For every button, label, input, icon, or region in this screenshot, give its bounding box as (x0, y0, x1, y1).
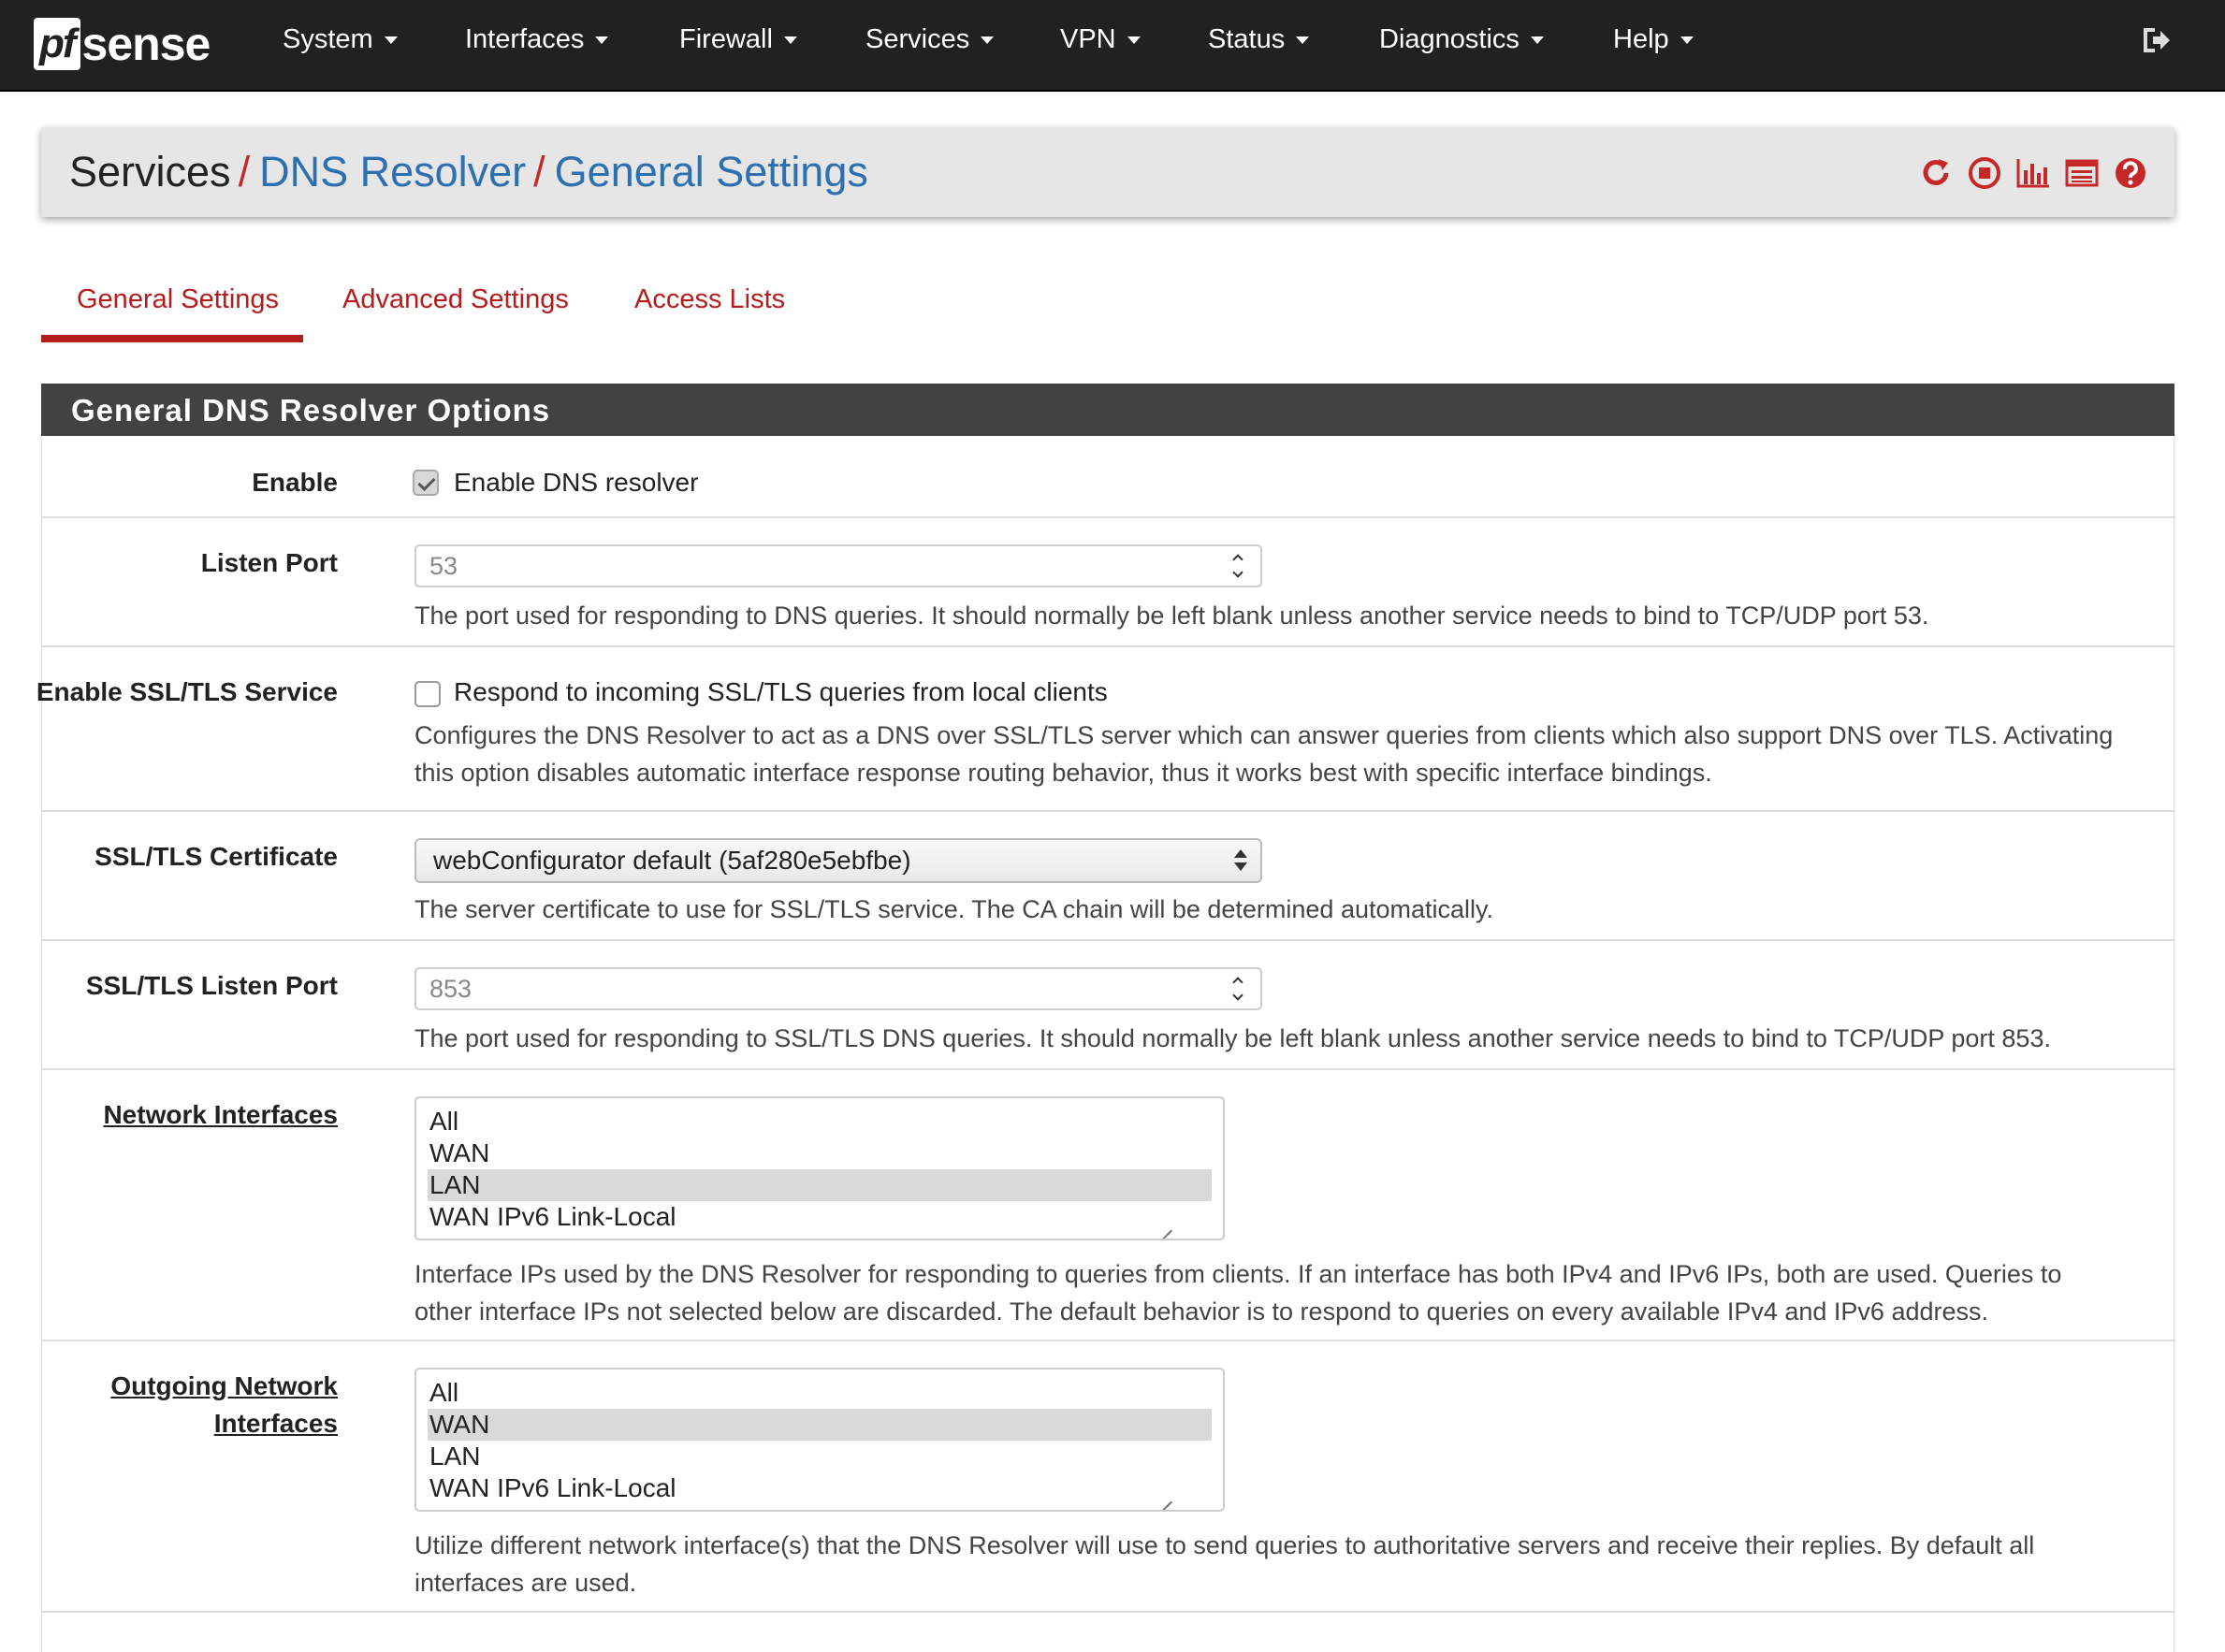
breadcrumb-panel (41, 127, 2174, 217)
nav-menu-system[interactable] (283, 24, 398, 55)
ssl-tls-listen-port-placeholder: 853 (429, 975, 473, 1003)
nav-menu-label: Services (865, 24, 970, 54)
network-interfaces-label[interactable]: Network Interfaces (103, 1100, 338, 1129)
breadcrumb-separator: / (238, 148, 251, 196)
listen-port-label: Listen Port (200, 548, 338, 577)
ssl-tls-listen-port-input[interactable] (414, 967, 1262, 1010)
row-divider (42, 1068, 2175, 1070)
service-actions (1918, 155, 2148, 191)
ssl-tls-certificate-select[interactable] (414, 838, 1262, 883)
nav-menu-services[interactable] (865, 24, 994, 55)
enable-label: Enable (252, 468, 338, 497)
row-divider (42, 1611, 2175, 1613)
nav-menu-interfaces[interactable] (465, 24, 608, 55)
help-icon[interactable] (2113, 155, 2148, 191)
listen-port-placeholder: 53 (429, 552, 458, 580)
number-spinner-icon[interactable] (1232, 975, 1245, 1005)
nav-menu-label: Interfaces (465, 24, 585, 54)
caret-down-icon (1127, 36, 1141, 44)
nav-menu-diagnostics[interactable] (1379, 24, 1544, 55)
caret-down-icon (1296, 36, 1309, 44)
caret-down-icon (1531, 36, 1544, 44)
row-divider (42, 645, 2175, 647)
nav-menu-label: VPN (1060, 24, 1116, 54)
logout-icon[interactable] (2140, 24, 2172, 56)
nav-menu-label: Status (1208, 24, 1286, 54)
breadcrumb-general-settings[interactable]: General Settings (554, 148, 868, 196)
listbox-option-selected[interactable]: WAN (428, 1409, 1212, 1441)
caret-down-icon (1680, 36, 1694, 44)
ssl-tls-service-help-line2: this option disables automatic interface response routing behavior, thus it works best with specific interface bindings. (414, 759, 1712, 787)
pfsense-logo[interactable] (34, 17, 210, 71)
tab-advanced-settings[interactable]: Advanced Settings (342, 284, 569, 314)
row-divider (42, 516, 2175, 518)
nav-menu-label: Help (1613, 24, 1669, 54)
stop-service-icon[interactable] (1967, 155, 2002, 191)
nav-menu-label: System (283, 24, 373, 54)
network-interfaces-help-line1: Interface IPs used by the DNS Resolver for responding to queries from clients. If an interface has both IPv4 and IPv6 IPs, both are used. Queries to (414, 1260, 2062, 1288)
ssl-tls-service-checkbox-label: Respond to incoming SSL/TLS queries from local clients (454, 677, 1108, 706)
number-spinner-icon[interactable] (1232, 552, 1245, 582)
listen-port-help: The port used for responding to DNS queries. It should normally be left blank unless another service needs to bind to TCP/UDP port 53. (414, 601, 1929, 630)
row-divider (42, 1340, 2175, 1341)
nav-menu-status[interactable] (1208, 24, 1309, 55)
row-divider (42, 810, 2175, 812)
listbox-option-selected[interactable]: LAN (428, 1169, 1212, 1201)
log-list-icon[interactable] (2064, 155, 2100, 191)
status-graph-icon[interactable] (2015, 155, 2051, 191)
nav-menu-label: Firewall (679, 24, 773, 54)
tab-general-settings[interactable]: General Settings (77, 284, 280, 314)
listbox-option[interactable]: LAN (429, 1442, 481, 1471)
ssl-tls-listen-port-label: SSL/TLS Listen Port (85, 971, 338, 1000)
active-tab-indicator (41, 335, 303, 342)
outgoing-network-interfaces-label-line1[interactable]: Outgoing Network (110, 1371, 338, 1400)
breadcrumb (69, 148, 868, 196)
select-arrows-icon (1234, 849, 1247, 874)
ssl-tls-certificate-label: SSL/TLS Certificate (95, 842, 338, 871)
nav-menu-firewall[interactable] (679, 24, 797, 55)
listbox-option[interactable]: WAN IPv6 Link-Local (429, 1473, 676, 1502)
listen-port-input[interactable] (414, 544, 1262, 587)
resize-grip-icon[interactable] (1159, 1218, 1172, 1231)
dns-resolver-options-form (36, 436, 2174, 1652)
section-heading: General DNS Resolver Options (41, 384, 2174, 436)
breadcrumb-separator: / (533, 148, 545, 196)
outgoing-network-interfaces-help-line2: interfaces are used. (414, 1569, 637, 1597)
enable-dns-resolver-checkbox[interactable] (413, 470, 439, 496)
ssl-tls-service-label: Enable SSL/TLS Service (36, 677, 338, 706)
nav-menu-vpn[interactable] (1060, 24, 1141, 55)
row-divider (42, 939, 2175, 941)
enable-dns-resolver-checkbox-label: Enable DNS resolver (454, 468, 699, 497)
ssl-tls-service-checkbox[interactable] (414, 681, 441, 707)
logo-sense-text: sense (81, 18, 211, 70)
caret-down-icon (784, 36, 797, 44)
restart-service-icon[interactable] (1918, 155, 1954, 191)
outgoing-network-interfaces-help-line1: Utilize different network interface(s) that the DNS Resolver will use to send queries to authoritative servers and receive their replies. By default all (414, 1531, 2035, 1559)
listbox-option[interactable]: All (429, 1107, 459, 1136)
outgoing-network-interfaces-label-line2[interactable]: Interfaces (213, 1409, 338, 1438)
listbox-option[interactable]: WAN IPv6 Link-Local (429, 1202, 676, 1231)
outgoing-network-interfaces-listbox[interactable] (414, 1368, 1225, 1512)
caret-down-icon (595, 36, 608, 44)
ssl-tls-certificate-help: The server certificate to use for SSL/TLS service. The CA chain will be determined automatically. (414, 895, 1494, 923)
listbox-option[interactable]: All (429, 1378, 459, 1407)
caret-down-icon (385, 36, 398, 44)
network-interfaces-listbox[interactable] (414, 1096, 1225, 1240)
network-interfaces-help-line2: other interface IPs not selected below are discarded. The default behavior is to respond to queries on every available IPv4 and IPv6 address. (414, 1297, 1989, 1326)
listbox-option[interactable]: WAN (429, 1138, 490, 1167)
ssl-tls-service-help-line1: Configures the DNS Resolver to act as a DNS over SSL/TLS server which can answer queries from clients which also support DNS over TLS. Activating (414, 721, 2114, 749)
ssl-tls-listen-port-help: The port used for responding to SSL/TLS DNS queries. It should normally be left blank unless another service needs to bind to TCP/UDP port 853. (414, 1024, 2051, 1052)
nav-menu-label: Diagnostics (1379, 24, 1520, 54)
nav-menu-help[interactable] (1613, 24, 1694, 55)
top-navbar (0, 0, 2225, 92)
caret-down-icon (981, 36, 994, 44)
logo-pf-mark: pf (34, 18, 80, 70)
ssl-tls-certificate-selected: webConfigurator default (5af280e5ebfbe) (433, 846, 911, 875)
resize-grip-icon[interactable] (1159, 1489, 1172, 1502)
tab-access-lists[interactable]: Access Lists (634, 284, 786, 314)
breadcrumb-services: Services (69, 148, 231, 196)
breadcrumb-dns-resolver[interactable]: DNS Resolver (259, 148, 527, 196)
